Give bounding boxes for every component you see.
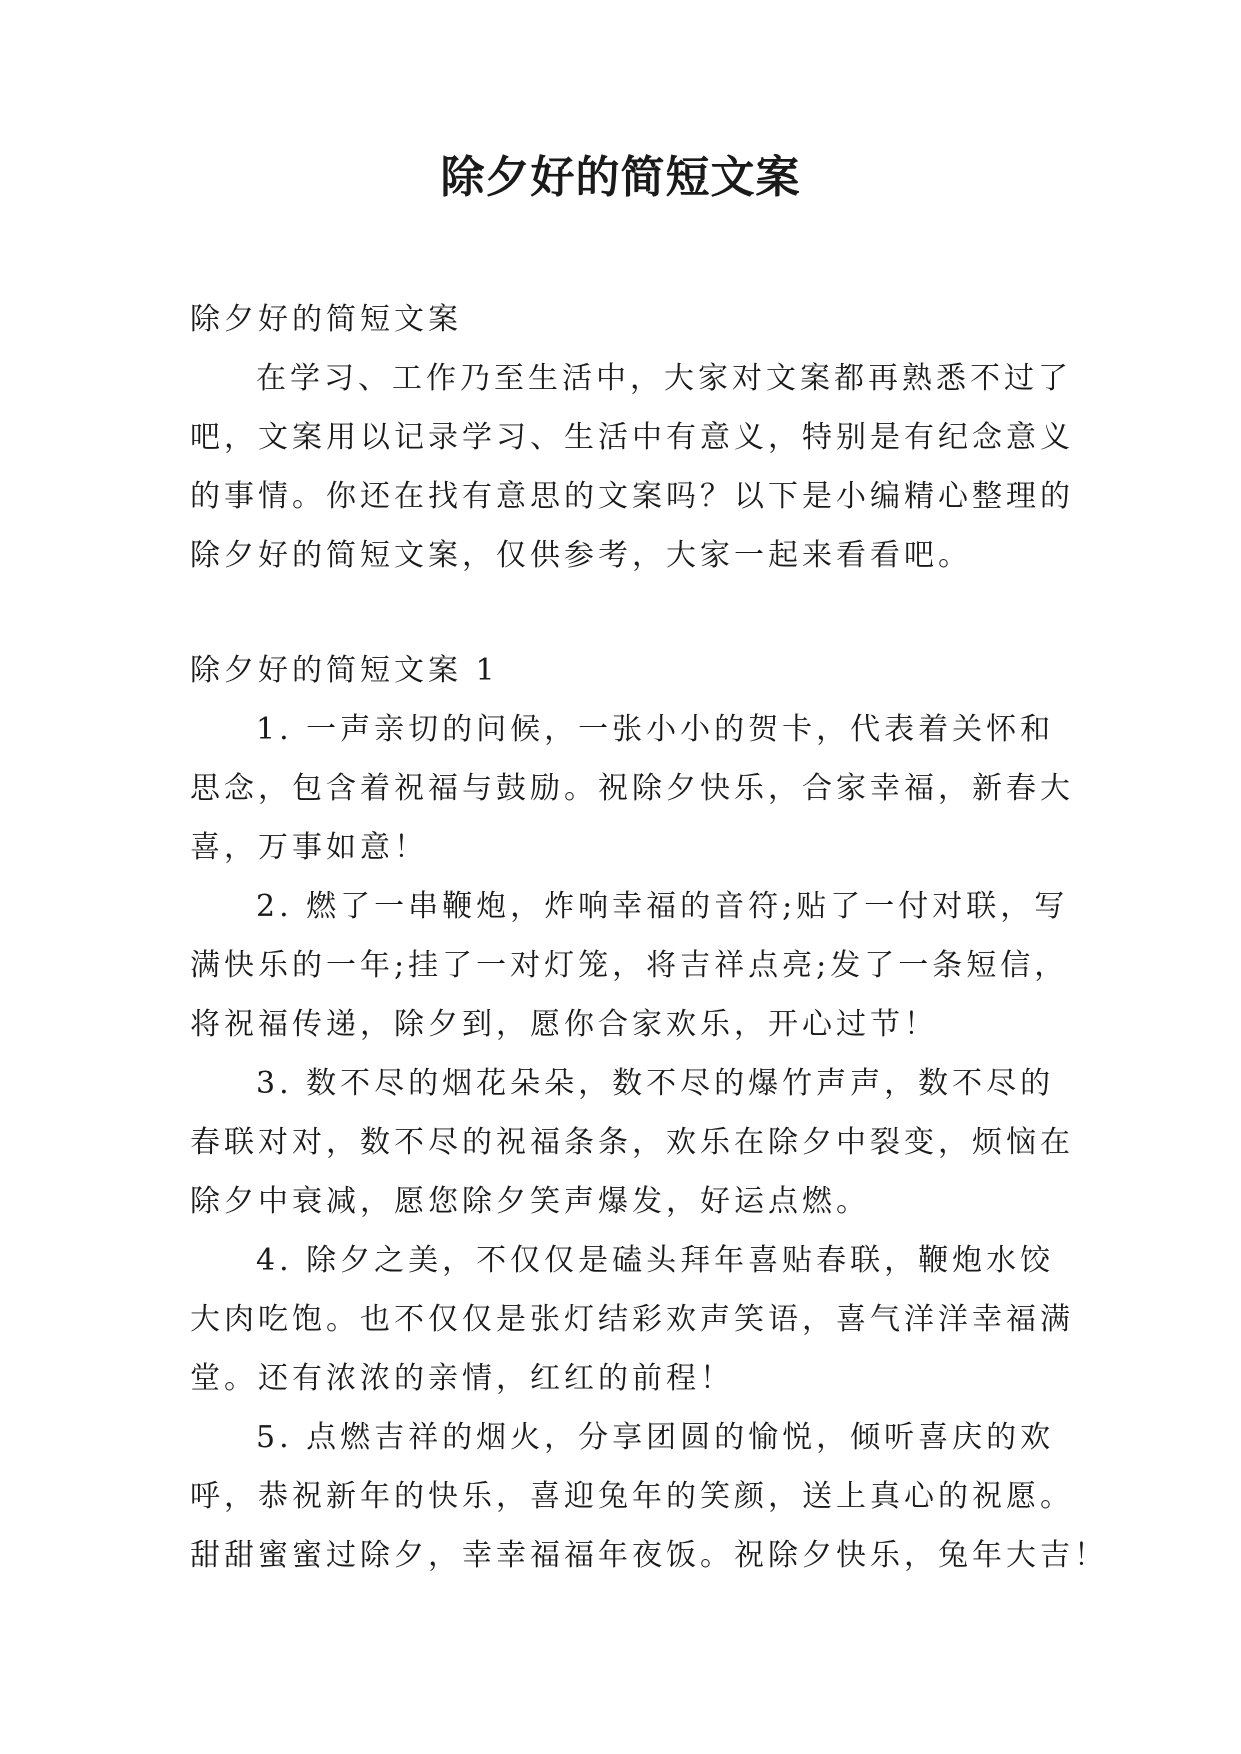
paragraph-line: 除夕好的简短文案，仅供参考，大家一起来看看吧。 bbox=[190, 538, 972, 573]
list-item bbox=[190, 1408, 1108, 1585]
paragraph-line: 3. 数不尽的烟花朵朵，数不尽的爆竹声声，数不尽的 bbox=[256, 1066, 1055, 1101]
section-spacer bbox=[190, 585, 1060, 641]
paragraph-line: 堂。还有浓浓的亲情，红红的前程！ bbox=[190, 1361, 734, 1396]
paragraph-line: 思念，包含着祝福与鼓励。祝除夕快乐，合家幸福，新春大 bbox=[190, 771, 1074, 806]
intro-paragraph bbox=[190, 349, 1074, 585]
paragraph-line: 喜，万事如意！ bbox=[190, 830, 428, 865]
list-item bbox=[190, 877, 1069, 1054]
paragraph-line: 满快乐的一年;挂了一对灯笼，将吉祥点亮;发了一条短信， bbox=[190, 948, 1069, 983]
paragraph-line: 4. 除夕之美，不仅仅是磕头拜年喜贴春联，鞭炮水饺 bbox=[256, 1243, 1055, 1278]
paragraph-line: 将祝福传递，除夕到，愿你合家欢乐，开心过节！ bbox=[190, 1007, 938, 1042]
paragraph-line: 除夕中衰减，愿您除夕笑声爆发，好运点燃。 bbox=[190, 1184, 870, 1219]
paragraph-line: 5. 点燃吉祥的烟火，分享团圆的愉悦，倾听喜庆的欢 bbox=[256, 1420, 1055, 1455]
paragraph-line: 1. 一声亲切的问候，一张小小的贺卡，代表着关怀和 bbox=[256, 712, 1055, 747]
paragraph-line: 在学习、工作乃至生活中，大家对文案都再熟悉不过了 bbox=[256, 361, 1072, 396]
document-subtitle: 除夕好的简短文案 bbox=[190, 302, 462, 337]
paragraph-line: 大肉吃饱。也不仅仅是张灯结彩欢声笑语，喜气洋洋幸福满 bbox=[190, 1302, 1074, 1337]
paragraph-line: 甜甜蜜蜜过除夕，幸幸福福年夜饭。祝除夕快乐，兔年大吉！ bbox=[190, 1538, 1108, 1573]
paragraph-line: 2. 燃了一串鞭炮，炸响幸福的音符;贴了一付对联，写 bbox=[256, 889, 1069, 924]
section-heading: 除夕好的简短文案 1 bbox=[190, 653, 499, 688]
list-item bbox=[190, 1231, 1074, 1408]
document-body bbox=[190, 290, 1108, 1585]
paragraph-line: 的事情。你还在找有意思的文案吗？以下是小编精心整理的 bbox=[190, 479, 1074, 514]
paragraph-line: 呼，恭祝新年的快乐，喜迎兔年的笑颜，送上真心的祝愿。 bbox=[190, 1479, 1074, 1514]
paragraph-line: 春联对对，数不尽的祝福条条，欢乐在除夕中裂变，烦恼在 bbox=[190, 1125, 1074, 1160]
list-item bbox=[190, 700, 1074, 877]
paragraph-line: 吧，文案用以记录学习、生活中有意义，特别是有纪念意义 bbox=[190, 420, 1074, 455]
list-item bbox=[190, 1054, 1074, 1231]
document-title: 除夕好的简短文案 bbox=[440, 152, 801, 203]
